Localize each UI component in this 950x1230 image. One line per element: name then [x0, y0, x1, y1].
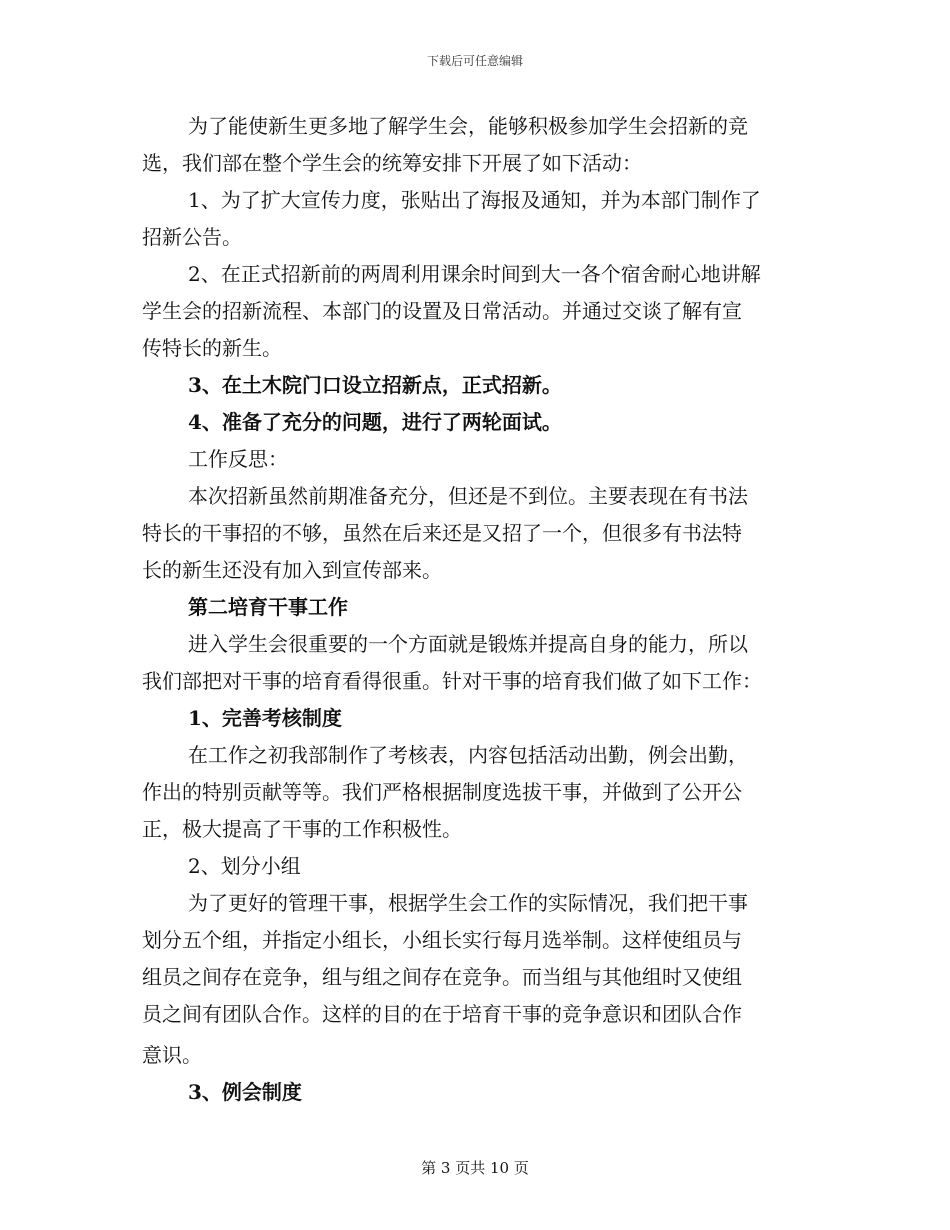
- text-line: 工作反思：: [188, 447, 288, 471]
- text-line: 进入学生会很重要的一个方面就是锻炼并提高自身的能力，所以: [188, 632, 748, 656]
- page-number: 第 3 页共 10 页: [421, 1159, 529, 1177]
- page-header: 下载后可任意编辑: [426, 54, 523, 68]
- text-line: 我们部把对干事的培育看得很重。针对干事的培育我们做了如下工作：: [142, 669, 762, 693]
- text-line: 3、例会制度: [188, 1080, 302, 1104]
- text-line: 为了更好的管理干事，根据学生会工作的实际情况，我们把干事: [188, 891, 748, 915]
- text-line: 1、完善考核制度: [188, 706, 342, 730]
- text-line: 1、为了扩大宣传力度，张贴出了海报及通知，并为本部门制作了: [188, 188, 761, 212]
- text-line: 第二培育干事工作: [188, 595, 348, 619]
- text-line: 长的新生还没有加入到宣传部来。: [142, 558, 442, 582]
- text-line: 为了能使新生更多地了解学生会，能够积极参加学生会招新的竞: [188, 114, 748, 138]
- text-line: 学生会的招新流程、本部门的设置及日常活动。并通过交谈了解有宣: [142, 299, 742, 323]
- text-line: 划分五个组，并指定小组长，小组长实行每月选举制。这样使组员与: [142, 928, 742, 952]
- text-line: 2、划分小组: [188, 854, 301, 878]
- text-line: 招新公告。: [142, 225, 242, 249]
- text-line: 4、准备了充分的问题，进行了两轮面试。: [188, 410, 562, 434]
- text-line: 选，我们部在整个学生会的统筹安排下开展了如下活动：: [142, 151, 642, 175]
- text-line: 在工作之初我部制作了考核表，内容包括活动出勤，例会出勤，: [188, 743, 748, 767]
- text-line: 意识。: [142, 1043, 202, 1067]
- text-line: 本次招新虽然前期准备充分，但还是不到位。主要表现在有书法: [188, 484, 748, 508]
- text-line: 2、在正式招新前的两周利用课余时间到大一各个宿舍耐心地讲解: [188, 262, 761, 286]
- text-line: 作出的特别贡献等等。我们严格根据制度选拔干事，并做到了公开公: [142, 780, 742, 804]
- text-line: 组员之间存在竞争，组与组之间存在竞争。而当组与其他组时又使组: [142, 965, 742, 989]
- document-body: [142, 108, 812, 1111]
- text-line: 传特长的新生。: [142, 336, 282, 360]
- text-line: 3、在土木院门口设立招新点，正式招新。: [188, 373, 562, 397]
- text-line: 正，极大提高了干事的工作积极性。: [142, 817, 462, 841]
- text-line: 特长的干事招的不够，虽然在后来还是又招了一个，但很多有书法特: [142, 521, 742, 545]
- text-line: 员之间有团队合作。这样的目的在于培育干事的竞争意识和团队合作: [142, 1002, 742, 1026]
